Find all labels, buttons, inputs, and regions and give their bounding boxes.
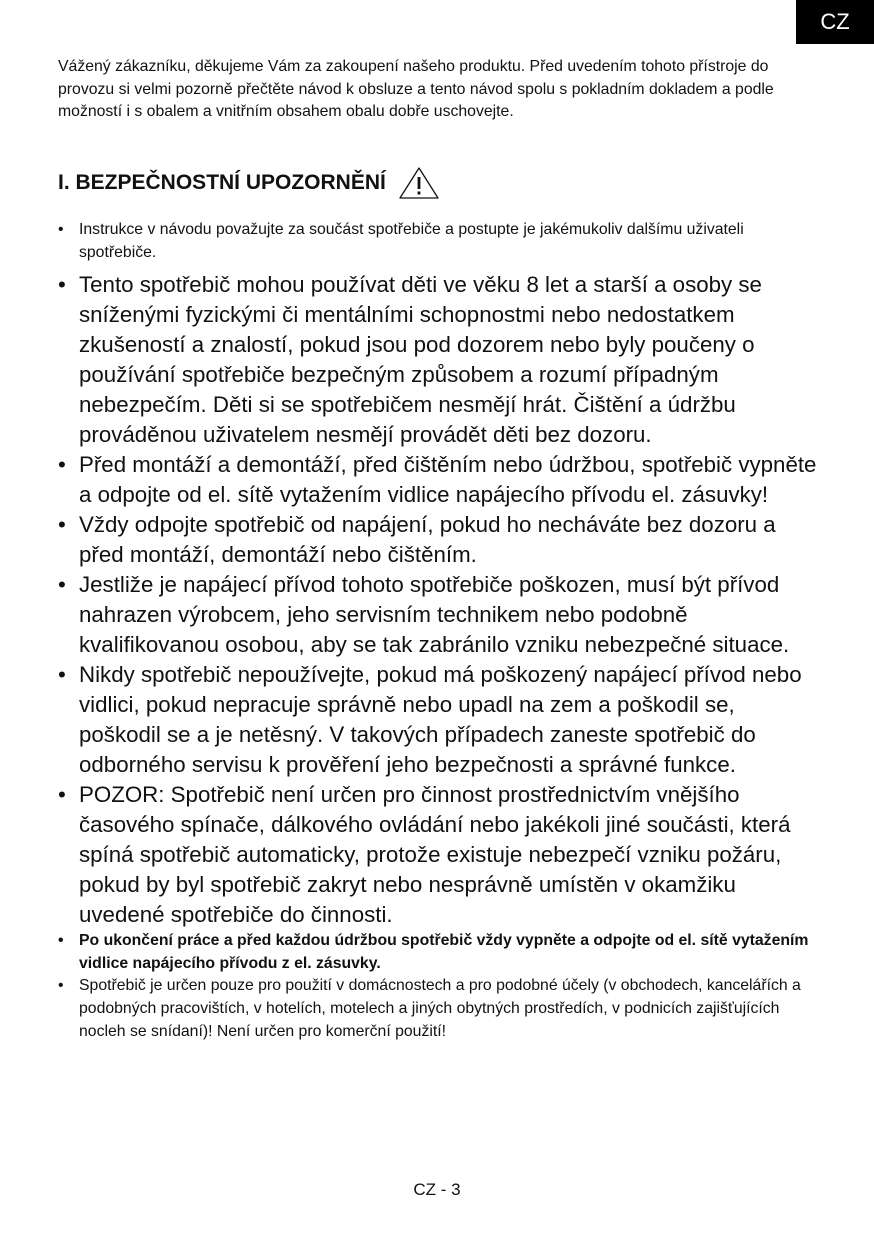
list-item (58, 270, 818, 450)
section-heading (58, 166, 440, 200)
bullet: • (58, 572, 66, 598)
page-number: CZ - 3 (413, 1180, 461, 1199)
bullet: • (58, 452, 66, 478)
bullet: • (58, 782, 66, 808)
language-tab: CZ (796, 0, 874, 44)
warning-triangle-icon (398, 166, 440, 200)
list-item (58, 570, 818, 660)
list-item (58, 450, 818, 510)
bullet: • (58, 662, 66, 688)
bullet: • (58, 932, 64, 950)
list-item (58, 975, 818, 1043)
section-title: I. BEZPEČNOSTNÍ UPOZORNĚNÍ (58, 171, 386, 194)
safety-list (58, 219, 818, 1043)
item-text: Jestliže je napájecí přívod tohoto spotřebiče poškozen, musí být přívod nahrazen výrobcem, jeho servisním technikem nebo podobně kvalifikovanou osobou, aby se tak zabránilo vzniku nebezpečné situace. (79, 572, 790, 658)
intro-paragraph: Vážený zákazníku, děkujeme Vám za zakoupení našeho produktu. Před uvedením tohoto přístroje do provozu si velmi pozorně přečtěte návod k obsluze a tento návod spolu s pokladním dokladem a podle možností i s obalem a vnitřním obsahem obalu dobře uschovejte. (58, 58, 774, 121)
list-item (58, 219, 818, 264)
item-text: Vždy odpojte spotřebič od napájení, pokud ho necháváte bez dozoru a před montáží, demontáží nebo čištěním. (79, 512, 776, 568)
list-item (58, 510, 818, 570)
item-text: Instrukce v návodu považujte za součást spotřebiče a postupte je jakémukoliv dalšímu uživateli spotřebiče. (79, 221, 744, 261)
bullet: • (58, 272, 66, 298)
item-text: Nikdy spotřebič nepoužívejte, pokud má poškozený napájecí přívod nebo vidlici, pokud nepracuje správně nebo upadl na zem a poškodil se, poškodil se a je netěsný. V takových případech zaneste spotřebič do odborného servisu k prověření jeho bezpečnosti a správné funkce. (79, 662, 802, 778)
list-item (58, 660, 818, 780)
item-text: POZOR: Spotřebič není určen pro činnost prostřednictvím vnějšího časového spínače, dálkového ovládání nebo jakékoli jiné součásti, která spíná spotřebič automaticky, protože existuje nebezpečí vzniku požáru, pokud by byl spotřebič zakryt nebo nesprávně umístěn v okamžiku uvedené spotřebiče do činnosti. (79, 782, 791, 928)
item-text: Tento spotřebič mohou používat děti ve věku 8 let a starší a osoby se sníženými fyzickými či mentálními schopnostmi nebo nedostatkem zkušeností a znalostí, pokud jsou pod dozorem nebo byly poučeny o používání spotřebiče bezpečným způsobem a rozumí případným nebezpečím. Děti si se spotřebičem nesmějí hrát. Čištění a údržbu prováděnou uživatelem nesmějí provádět děti bez dozoru. (79, 272, 762, 448)
item-text: Před montáží a demontáží, před čištěním nebo údržbou, spotřebič vypněte a odpojte od el. sítě vytažením vidlice napájecího přívodu el. zásuvky! (79, 452, 817, 508)
bullet: • (58, 512, 66, 538)
bullet: • (58, 977, 64, 995)
list-item (58, 930, 818, 975)
item-text: Po ukončení práce a před každou údržbou spotřebič vždy vypněte a odpojte od el. sítě vytažením vidlice napájecího přívodu z el. zásuvky. (79, 932, 809, 972)
bullet: • (58, 221, 64, 238)
item-text: Spotřebič je určen pouze pro použití v domácnostech a pro podobné účely (v obchodech, kancelářích a podobných pracovištích, v hotelích, motelech a jiných obytných prostředích, v podnicích zajišťujících nocleh se snídaní)! Není určen pro komerční použití! (79, 977, 801, 1040)
list-item (58, 780, 818, 930)
